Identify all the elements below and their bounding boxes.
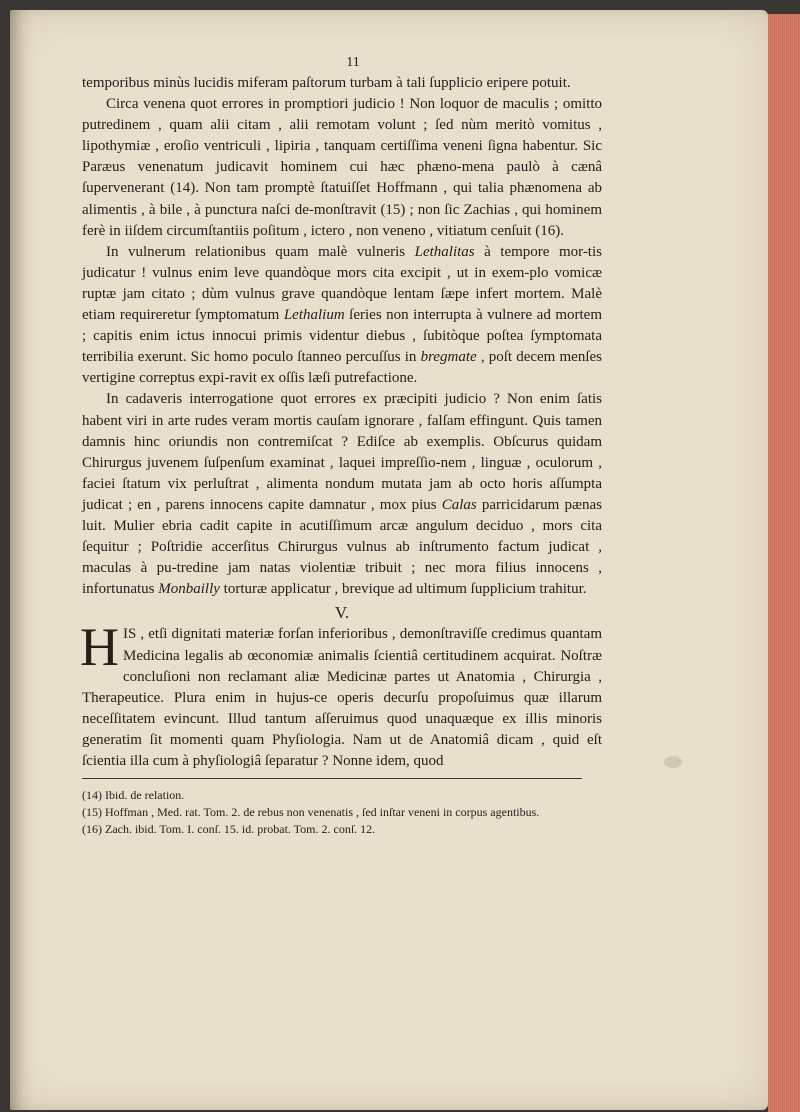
drop-cap: H xyxy=(80,617,119,678)
para3-middle1: à tempore mor-tis judicatur ! vulnus enim leve quandòque mors cita excipit , ut in exem-plo vomicæ ruptæ jam citato ; dùm vulnus grave quandòque lentam ſæpe infert mortem. Malè etiam requireretur ſymptomatum xyxy=(82,243,602,324)
paragraph-vulnerum xyxy=(82,242,602,390)
para4-italic-monbailly: Monbailly xyxy=(158,581,220,598)
section-heading: V. xyxy=(334,603,350,623)
page-edge-stack xyxy=(768,14,800,1112)
para4-middle: parricidarum pænas luit. Mulier ebria cadit capite in acutiſſimum arcæ angulum deciduo , mors cita ſequitur ; Poſtridie accerſitus Chirurgus vulnus ab inſtrumento factum judicat , maculas à pu-tredine jam natas violentiæ tribuit ; nec mora filius innocens , infortunatus xyxy=(82,496,602,598)
section-v-text: IS , etſi dignitati materiæ forſan inferioribus , demonſtraviſſe credimus quantam Medicina legalis ab œconomiæ animalis ſcientiâ certitudinem acquirat. Noſtræ concluſioni non reclamant aliæ Medicinæ partes ut Anatomia , Chirurgia , Therapeutice. Plura enim in hujus-ce operis decurſu propoſuimus quæ illarum neceſſitatem evincunt. Illud tantum aſſeruimus quod unaquæque ex illis minoris generatim ſit momenti quam Phyſiologia. Nam ut de Anatomiâ dicam , quid eſt ſcientia illa cum à phyſiologiâ ſeparatur ? Nonne idem, quod xyxy=(82,626,602,769)
para4-before: In cadaveris interrogatione quot errores ex præcipiti judicio ? Non enim ſatis habent viri in arte rudes veram mortis cauſam ignorare , falſam effingunt. Quis tamen damnis hinc oriundis non contremiſcat ? Ediſce ab exemplis. Obſcurus quidam Chirurgus juvenem ſuſpenſum examinat , laquei impreſſio-nem , linguæ , oculorum , faciei ſtatum vix perluſtrat , alimenta nondum mutata jam ab octo horis aſſumpta judicat ; en , parens innocens capite damnatur , mox pius xyxy=(82,391,602,513)
para3-italic-bregmate: bregmate xyxy=(420,349,477,366)
paragraph-continued: temporibus minùs lucidis miferam paſtorum turbam à tali ſupplicio eripere potuit. xyxy=(82,75,571,91)
footnote-15: (15) Hoffman , Med. rat. Tom. 2. de rebus non venenatis , ſed inſtar veneni in corpus agentibus. xyxy=(82,805,540,820)
para3-middle2: ſeries non interrupta à vulnere ad mortem ; capitis enim ictus innocui primis videntur diebus , ſubitòque poſtea ſymptomata terribilia exerunt. Sic homo poculo ſtanneo percuſſus in xyxy=(82,307,602,366)
footnote-16: (16) Zach. ibid. Tom. I. conſ. 15. id. probat. Tom. 2. conſ. 12. xyxy=(82,822,376,837)
footnotes xyxy=(82,787,602,838)
page-text-block xyxy=(82,52,602,838)
paragraph-cadaveris xyxy=(82,389,602,600)
paragraph-section-v xyxy=(80,617,602,772)
para3-italic-lethalium: Lethalium xyxy=(283,307,345,324)
paragraph-venena: Circa venena quot errores in promptiori judicio ! Non loquor de maculis ; omitto putredinem , quam alii citam , alii remotam volunt ; ſed nùm meritò vomitus , lipothymiæ , eroſio ventriculi , lipiria , tanquam certiſſima veneni ſigna habentur. Sic Paræus venenatum judicavit hominem cui hæc phæno-mena paulò à cænâ ſupervenerant (14). Non tam promptè ſtatuiſſet Hoffmann , qui talia phænomena ab alimentis , à bile , à punctura naſci de-monſtravit (15) ; non ſic Zachias , qui hominem ferè in iiſdem circumſtantiis poſitum , ictero , non veneno , vitiatum cenſuit (16). xyxy=(82,96,602,239)
para4-after: torturæ applicatur , brevique ad ultimum ſupplicium trahitur. xyxy=(219,581,587,598)
paper-stain xyxy=(664,756,682,768)
footnote-rule xyxy=(82,778,582,779)
footnote-14: (14) Ibid. de relation. xyxy=(82,788,185,803)
para4-italic-calas: Calas xyxy=(441,496,477,513)
para3-italic-lethalitas: Lethalitas xyxy=(414,243,475,260)
page-number: 11 xyxy=(346,55,360,70)
para3-after: , poſt decem menſes vertigine correptus expi-ravit ex oſſis læſi putrefactione. xyxy=(82,349,602,387)
para3-before: In vulnerum relationibus quam malè vulneris xyxy=(106,243,415,260)
